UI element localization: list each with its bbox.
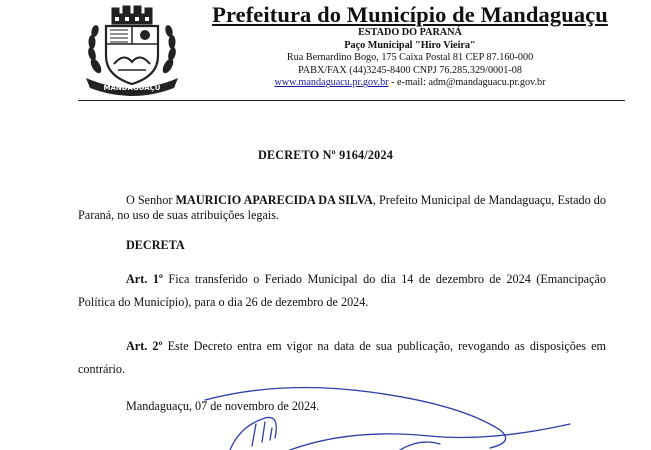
article-2-label: Art. 2º (126, 339, 163, 353)
intro-prefix: O Senhor (126, 193, 176, 207)
handwritten-signature (170, 378, 590, 450)
contact-line (200, 77, 620, 90)
municipal-palace: Paço Municipal "Hiro Vieira" (344, 39, 476, 51)
place-and-date: Mandaguaçu, 07 de novembro de 2024. (126, 399, 320, 413)
header-divider (78, 100, 625, 101)
crest-ribbon-text: MANDAGUAÇU (103, 84, 161, 92)
article-2 (78, 335, 606, 381)
article-1-text: Fica transferido o Feriado Municipal do dia 14 de dezembro de 2024 (Emancipação Política do Município), para o dia 26 de dezembro de 2024. (78, 272, 606, 309)
article-1 (78, 268, 606, 314)
article-1-label: Art. 1º (126, 272, 163, 286)
phone-cnpj-line: PABX/FAX (44)3245-8400 CNPJ 76.285.329/0001-08 (298, 64, 522, 76)
decreta-heading: DECRETA (126, 238, 185, 252)
decree-title: DECRETO Nº 9164/2024 (257, 148, 394, 162)
mayor-name: MAURICIO APARECIDA DA SILVA (175, 193, 373, 207)
municipal-crest-emblem (82, 4, 182, 96)
email-text: - e-mail: adm@mandaguacu.pr.gov.br (388, 77, 546, 89)
letterhead (200, 3, 620, 90)
article-2-text: Este Decreto entra em vigor na data de sua publicação, revogando as disposições em contrário. (78, 339, 606, 376)
address-line: Rua Bernardino Bogo, 175 Caixa Postal 81 CEP 87.160-000 (286, 52, 534, 64)
website-link[interactable]: www.mandaguacu.pr.gov.br (274, 77, 389, 89)
intro-suffix: , Prefeito Municipal de Mandaguaçu, Estado do Paraná, no uso de suas atribuições legais. (78, 193, 606, 222)
state-name: ESTADO DO PARANÁ (358, 27, 462, 38)
intro-paragraph (78, 193, 606, 223)
municipality-title: Prefeitura do Município de Mandaguaçu (212, 2, 608, 27)
